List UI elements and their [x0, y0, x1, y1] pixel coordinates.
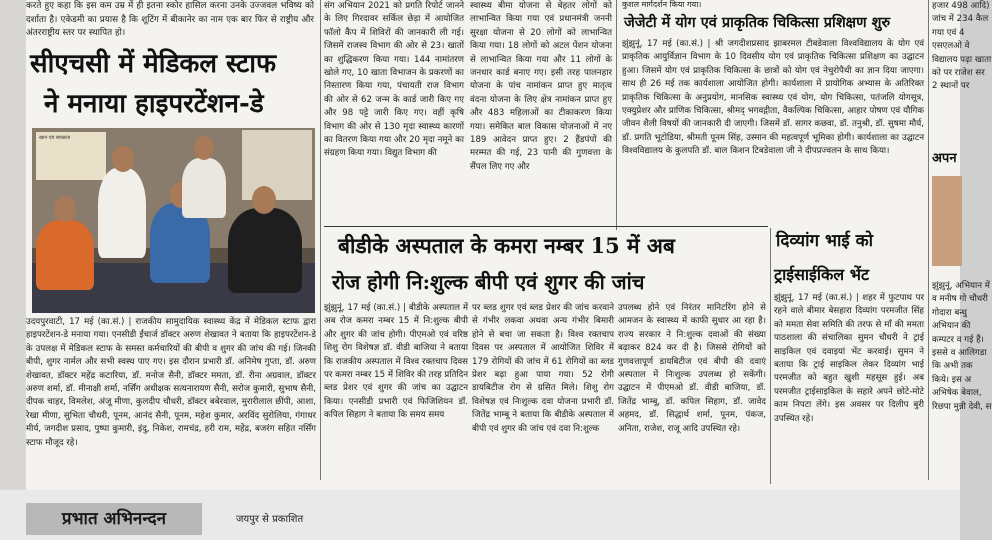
right-edge-text-b: झुंझुनूं, अभियान में व मनीष गो चौधरी गोदारा बन्धु अभियान की कम्पटर व गई हैं। इससे व आलिगडा कि अभी तक किये। इस अ अभिषेक बेवाल, रिछपा मुन्नी देवी, स — [932, 281, 992, 412]
right-edge-text-a: हजार 498 आदि) जांच में 234 कैल गया एवं 4 एसएलओ वे विद्यालय पढ़ा खाता को पर राजेश सर 2 स्थानों पर — [932, 1, 992, 92]
bdk-headline-line1: बीडीके अस्पताल के कमरा नम्बर 15 में अब — [338, 233, 675, 258]
campaign-story-text: संग अभियान 2021 को प्रगति रिपोर्ट जानने के लिए गिरदावर सर्किल छेड़ा में आयोजित फॉलो कैंप में शिविरों की जानकारी ली गई। जिसमें राजस्व विभाग की ओर से 23। खातों का शुद्धिकरण किया गया। 144 नामांतरण खोले गए, 10 खाता विभाजन के प्रकरणों का निस्तारण किया गया, पंचायती राज विभाग की ओर से 62 जन्म के कार्ड जारी किए गए और 98 पट्टे जारी किए गए। वहीं कृषि विभाग की ओर से 130 मृदा स्वास्थ्य कारणों का वितरण किया गया और 20 मृदा नमूने का संग्रहण किया गया। विद्युत विभाग की — [324, 1, 464, 159]
bdk-headline-line2: रोज होगी नि:शुल्क बीपी एवं शुगर की जांच — [332, 270, 645, 294]
chc-headline-line2: ने मनाया हाइपरटेंशन-डे — [44, 89, 264, 119]
right-edge-photo — [932, 176, 962, 266]
schemes-story-text: स्वास्थ्य बीमा योजना से बेहतर लोगों को लाभान्वित किया गया एवं प्रधानमंत्री जननी सुरक्षा योजना से 20 लोगों को लाभान्वित किया गया। 18 लोगों को अटल पेंशन योजना से लाभान्वित किया गया और 11 लोगों के जनधार कार्ड बनाए गए। इसी तरह पालनहार योजना के पांच नामांकन प्राप्त हुए मातृत्व वंदना योजना के लिए क्षेत्र नामांकन प्राप्त हुए और 483 महिलाओं का टीकाकरण किया गया। समेकित बाल विकास योजनाओं में नए 189 आवेदन प्राप्त हुए। 2 हैंडपंपों की मरम्मत की गई, 23 पानी की गुणवत्ता के सैंपल लिए गए और — [470, 1, 612, 172]
bdk-story-col-b: पर ब्लड शुगर एवं ब्लड प्रेशर की जांच करवाने से गंभीर लकवा अथवा अन्य गंभीर बिमारी होने से बचा जा सकता है। विश्व रक्तचाप दिवस पर अस्पताल में आयोजित शिविर में 179 रोगियों की जांच में 61 रोगियों का ब्लड प्रेशर बढ़ा हुआ पाया गया। 52 रोगी डायबिटीज रोग से ग्रसित मिले। शिशु रोग विशेषज्ञ एवं निःशुल्क दवा योजना प्रभारी डॉ. जितेंद्र भाम्बू ने बताया कि बीडीके अस्पताल में बीपी एवं शुगर की जांच एवं दवा नि:शुल्क — [472, 303, 614, 434]
scanner-margin — [0, 0, 26, 490]
tricycle-story-text: झुंझुनूं, 17 मई (का.सं.) | शहर में फुटपाथ पर रहने वाले बीमार बेसहारा दिव्यांग परमजीत सिंह को ममता सेवा समिति की तरफ से माँ की ममता पाठशाला की संचालिका सुमन चौधरी ने ट्राई साइकिल एवं दवाइयां भेंट करवाई। सुमन ने बताया कि ट्राई साइकिल लेकर दिव्यांग भाई परमजीत को बहुत खुशी महसूस हुई। अब परमजीत ट्राईसाइकिल के सहारे अपने छोटे-मोटे काम निपटा लेंगे। इस अवसर पर दिलीप बुरी उपस्थित रहे। — [774, 293, 924, 424]
col1-top-text: करते हुए कहा कि इस कम उम्र में ही इतना स्कोर हासिल करना उनके उज्जवल भविष्य को दर्शाता है। एकेडमी का प्रयास है कि शूटिंग में बीकानेर का नाम एक बार फिर से राष्ट्रीय और अंतरराष्ट्रीय स्तर पर स्थापित हो। — [26, 1, 314, 39]
chc-headline-line1: सीएचसी में मेडिकल स्टाफ — [30, 49, 276, 79]
right-edge-heading: अपन — [932, 151, 957, 166]
tricycle-headline-line2: ट्राईसाईकिल भेंट — [774, 265, 870, 284]
newspaper-page — [26, 0, 992, 490]
bdk-story-col-a: झुंझुनूं, 17 मई (का.सं.) | बीडीके अस्पताल में अब रोज कमरा नम्बर 15 में नि:शुल्क बीपी और शुगर की जांच होगी। पीएमओ एवं वरिष्ठ शिशु रोग विशेषज्ञ डॉ. वीडी बाजिया ने बताया कि राजकीय अस्पताल में विश्व रक्तचाप दिवस पर कमरा नम्बर 15 में शिविर की तरह प्रतिदिन ब्लड प्रेशर एवं शुगर की जांच का उद्घाटन किया। एनसीडी प्रभारी एवं फिजिशियन डॉ. कपिल सिहाग ने बताया कि समय समय — [324, 303, 468, 421]
yoga-story-text: झुंझुनूं, 17 मई (का.सं.) | श्री जगदीशप्रसाद झाबरमल टीबडेवाला विश्वविद्यालय के योग एवं प्राकृतिक आयुर्विज्ञान विभाग के 10 दिवसीय योग एवं प्राकृतिक चिकित्सा प्रशिक्षण का उद्घाटन हुआ। जिसमें योग एवं प्राकृतिक चिकित्सा के छात्रों को योग एवं नेचुरोपैथी का ज्ञान दिया जाएगा। साथ ही 26 मई तक कार्यशाला आयोजित होगी। कार्यशाला में प्रायोगिक अभ्यास के अतिरिक्त प्राकृतिक चिकित्सा के अनुप्रयोग, मानसिक स्वास्थ्य एवं योग, योग चिकित्सा, पतंजलि योगसूत्र, एक्युप्रेशर और प्राणिक चिकित्सा, श्रीमद् भगवद्गीता, वैकल्पिक चिकित्सा, आहार पोषण एवं यौगिक जीवन शैली विषयों की जानकारी दी जाएगी। जिसमें डॉ. सागर कछवा, डॉ. तनुश्री, डॉ. सुषमा मौर्य, डॉ. प्रगति भूटोडिया, श्रीमती पूनम सिंह, उस्मान की महत्वपूर्ण भूमिका होगी। कार्यशाला का उद्घाटन विश्वविद्यालय के कुलपति डॉ. बाल किशन टिबडेवाला जी ने दीपप्रज्वलन के साथ किया। — [622, 39, 924, 157]
newspaper-logo: प्रभात अभिनन्दन — [26, 503, 202, 535]
wall-notice-board: खान एवं स्वच्छता — [36, 132, 106, 180]
yoga-top-line: कुशल मार्गदर्शन किया गया। — [622, 0, 702, 9]
tricycle-headline-line1: दिव्यांग भाई को — [776, 231, 874, 251]
chc-story-body: उदयपुरवाटी, 17 मई (का.सं.) | राजकीय सामुदायिक स्वास्थ्य केंद्र में मेडिकल स्टाफ द्वारा हाइपरटेंशन-डे मनाया गया। एनसीडी ईंचार्ज डॉक्टर अरुण शेखावत ने बताया कि हाइपरटेंशन-डे के उपलक्ष में मेडिकल स्टाफ के समस्त कर्मचारियों की बीपी व शुगर की जांच की गई। जिनकी बीपी, शुगर नार्मल और सभी स्वस्थ पाए गए। इस दौरान प्रभारी डॉ. अनिमेष गुप्ता, डॉ. अरुण शेखावत, डॉक्टर महेंद्र कटारिया, डॉ. मनोज सैनी, डॉक्टर ममता, डॉ. रीना अग्रवाल, डॉक्टर अरुण शर्मा, डॉ. मीनाक्षी शर्मा, नर्सिंग अधीक्षक सत्यनारायण सैनी, सरोज कुमारी, सुभाष सैनी, दीपक चाहर, विमलेश, अंजू मीणा, कुलदीप चौधरी, डॉक्टर बबेरवाल, मुरारीलाल छींपी, आशा, रेखा मीणा, सुभिता चौधरी, पूनम, आनंद सैनी, पूनम, महेश कुमार, अरविंद सुरोलिया, गंगाधर मीर्य, जगदीश प्रसाद, पुष्पा कुमारी, इंदु, निकेश, रामचंद्र, हरी राम, महेंद्र, बजरंग सहित नर्सिंग स्टाफ मौजूद रहे। — [26, 317, 316, 448]
yoga-headline: जेजेटी में योग एवं प्राकृतिक चिकित्सा प्रशिक्षण शुरु — [624, 14, 891, 31]
publication-tagline: जयपुर से प्रकाशित — [236, 514, 304, 525]
chc-staff-photo — [32, 128, 315, 313]
bdk-story-col-c: उपलब्ध होने एवं निरंतर मानिटरिंग होने से आमजन के स्वास्थ्य में काफी सुधार आ रहा है। राज्य सरकार ने नि:शुल्क दवाओं की संख्या बढ़ाकर 824 कर दी है। जिससे रोगियों को गुणवत्तापूर्ण डायबिटीज एवं बीपी की दवाएं अस्पताल में निःशुल्क उपलब्ध हो सकेंगी। उद्घाटन में पीएमओ डॉ. वीडी बाजिया, डॉ. जितेंद्र भाम्बू, डॉ. कपिल सिहाग, डॉ. जावेद अहमद, डॉ. सिद्धार्थ शर्मा, पूनम, पंकज, अनिता, राजेश, राजू आदि उपस्थित रहे। — [618, 303, 766, 434]
